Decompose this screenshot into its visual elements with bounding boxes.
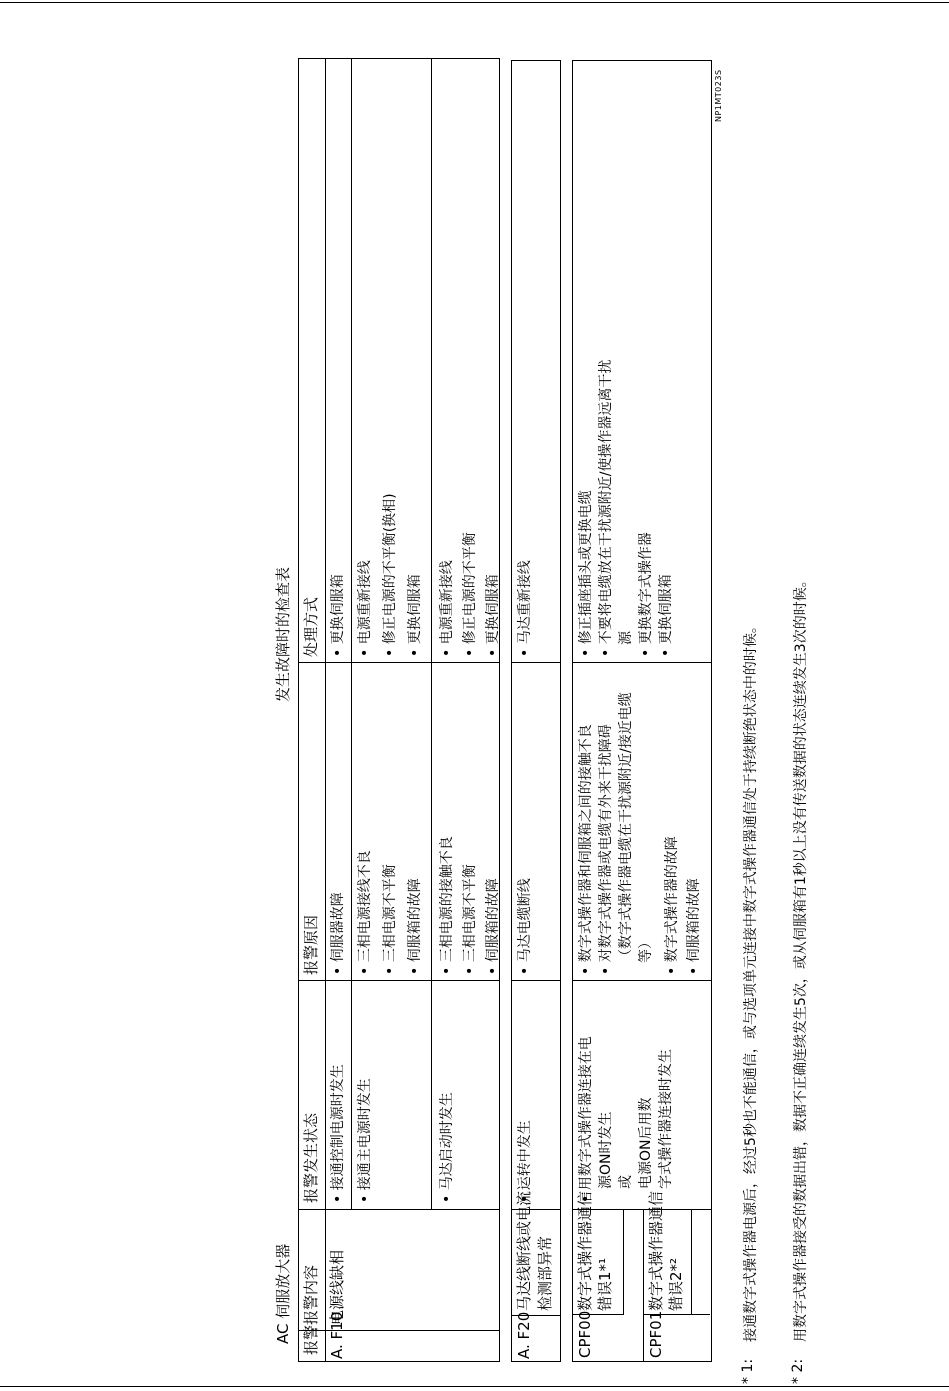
note-1-mark: * 1: xyxy=(740,1358,756,1384)
cpf-cause-1: • 数字式操作器和伺服箱之间的接触不良 xyxy=(578,724,594,975)
f10-g3-action-3: • 更换伺服箱 xyxy=(485,574,501,657)
cpf-action-2: • 不要将电缆放在干扰源附近/使操作器远离干扰 xyxy=(598,359,614,657)
cpf-action-4: • 更换数字式操作器 xyxy=(638,532,654,657)
f20-content-1: 马达线断线或电流 xyxy=(515,1190,533,1311)
f10-g2-action-2: • 修正电源的不平衡(换相) xyxy=(382,493,398,657)
f10-g1-condition: • 接通控制电源时发生 xyxy=(330,1064,346,1203)
cpf01-content-1: 数字式操作器通信 xyxy=(647,1190,665,1311)
f10-g2-condition: • 接通主电源时发生 xyxy=(357,1078,373,1203)
f20-cause: • 马达电缆断线 xyxy=(517,878,533,975)
f10-code: A. F10 xyxy=(328,1311,346,1359)
top-rule xyxy=(0,2,949,3)
f20-code: A. F20 xyxy=(515,1311,533,1359)
cpf-action-3: 源 xyxy=(618,631,634,645)
f10-g1-cause: • 伺服器故障 xyxy=(330,892,346,975)
rotated-page xyxy=(270,27,830,1384)
note-1-text: 接通数字式操作器电源后，经过5秒也不能通信，或与选项单元连接中数字式操作器通信处于持续断绝状态中的时候。 xyxy=(743,619,759,1342)
cpf00-content-2: 错误1*¹ xyxy=(596,1257,614,1311)
note-2-mark: * 2: xyxy=(790,1358,806,1384)
cpf-action-1: • 修正插座插头或更换电缆 xyxy=(578,490,594,657)
header-code: 报警 xyxy=(302,1324,320,1355)
cpf-condition-1: • 用数字式操作器连接在电 xyxy=(578,1036,594,1203)
header-content: 报警内容 xyxy=(302,1264,320,1325)
f10-g3-action-1: • 电源重新接线 xyxy=(439,560,455,657)
header-cause: 报警原因 xyxy=(302,914,320,975)
f10-g3-cause-2: • 三相电源不平衡 xyxy=(462,864,478,975)
bottom-rule xyxy=(0,1386,949,1387)
panel-f10 xyxy=(298,58,500,1362)
f10-g3-cause-1: • 三相电源的接触不良 xyxy=(439,836,455,975)
cpf-cause-3: （数字式操作器电缆在干扰源附近/接近电缆 xyxy=(618,692,634,963)
header-action: 处理方式 xyxy=(302,596,320,657)
header-condition: 报警发生状态 xyxy=(302,1112,320,1203)
f10-g1-action: • 更换伺服箱 xyxy=(330,574,346,657)
cpf-action-5: • 更换伺服箱 xyxy=(658,574,674,657)
f10-g2-cause-2: • 三相电源不平衡 xyxy=(382,864,398,975)
cpf-condition-4: 电源ON后用数 xyxy=(638,1097,654,1189)
f20-action: • 马达重新接线 xyxy=(517,560,533,657)
cpf01-code: CPF01 xyxy=(647,1310,665,1358)
cpf00-content-1: 数字式操作器通信 xyxy=(576,1190,594,1311)
cpf00-code: CPF00 xyxy=(576,1310,594,1358)
cpf01-content-2: 错误2*² xyxy=(667,1257,685,1311)
cpf-cause-4: 等） xyxy=(638,935,654,963)
cpf-cause-2: • 对数字式操作器或电缆有外来干扰障碍 xyxy=(598,724,614,975)
f20-condition: • 运转中发生 xyxy=(517,1120,533,1203)
f20-content-2: 检测部异常 xyxy=(536,1235,554,1311)
f10-g3-condition: • 马达启动时发生 xyxy=(439,1092,455,1203)
panel-cpf xyxy=(572,60,712,1362)
table-title: 发生故障时的检查表 xyxy=(274,566,292,702)
note-2-text: 用数字式操作器接受的数据出错，数据不正确连续发生5次，或从伺服箱有1秒以上没有传送数据的状态连续发生3次的时候。 xyxy=(793,573,809,1342)
figure-id: NP1MT023S xyxy=(714,69,723,122)
cpf-condition-2: 源ON时发生 xyxy=(598,1111,614,1189)
cpf-cause-6: • 伺服箱的故障 xyxy=(686,878,702,975)
f10-content: 电源线缺相 xyxy=(328,1249,346,1325)
cpf-cause-5: • 数字式操作器的故障 xyxy=(664,836,680,975)
cpf-condition-3: 或 xyxy=(618,1175,634,1189)
f10-g2-cause-1: • 三相电源接线不良 xyxy=(357,850,373,975)
f10-g2-cause-3: • 伺服箱的故障 xyxy=(407,878,423,975)
section-label: AC 伺服放大器 xyxy=(274,1243,292,1344)
f10-g2-action-3: • 更换伺服箱 xyxy=(407,574,423,657)
f10-g2-action-1: • 电源重新接线 xyxy=(357,560,373,657)
f10-g3-cause-3: • 伺服箱的故障 xyxy=(485,878,501,975)
panel-f20 xyxy=(511,60,561,1362)
cpf-condition-5: 字式操作器连接时发生 xyxy=(658,1049,674,1189)
f10-g3-action-2: • 修正电源的不平衡 xyxy=(462,532,478,657)
